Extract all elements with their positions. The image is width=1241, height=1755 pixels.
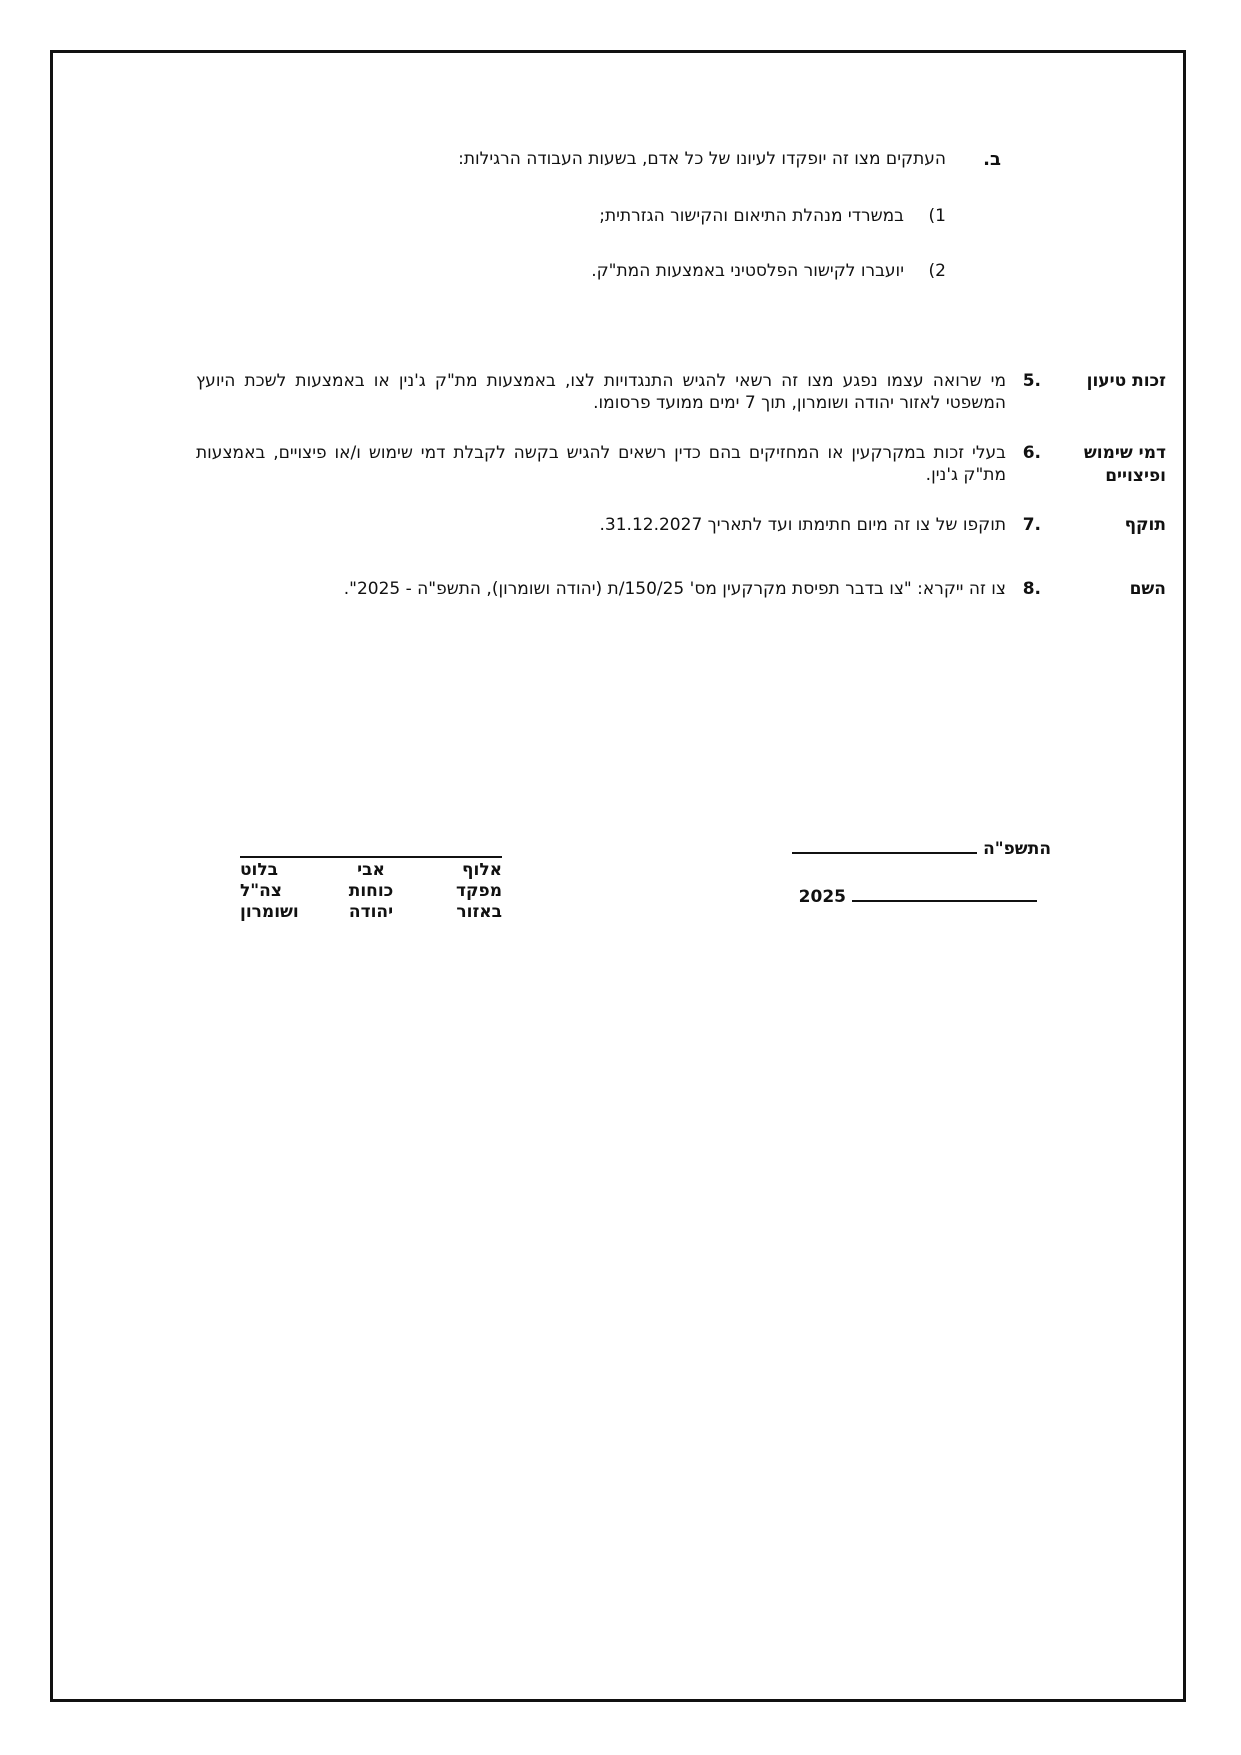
section-number: .5 (1022, 371, 1041, 391)
signer-word: אבי (357, 860, 385, 880)
list-item (591, 260, 946, 283)
section-text: מי שרואה עצמו נפגע מצו זה רשאי להגיש התנגדויות לצו, באמצעות מת"ק ג'נין או באמצעות לשכת היועץ המשפטי לאזור יהודה ושומרון, תוך 7 ימים ממועד פרסומו. (196, 371, 1006, 413)
section-text: תוקפו של צו זה מיום חתימתו ועד לתאריך 31.12.2027. (599, 515, 1006, 535)
signer-word: בלוט (240, 860, 279, 880)
signature-block (240, 856, 502, 923)
section-text: בעלי זכות במקרקעין או המחזיקים בהם כדין רשאים להגיש בקשה לקבלת דמי שימוש ו/או פיצויים, באמצעות מת"ק ג'נין. (196, 443, 1006, 485)
page-border (50, 50, 1186, 1702)
section-text: צו זה ייקרא: "צו בדבר תפיסת מקרקעין מס' 150/25/ת (יהודה ושומרון), התשפ"ה - 2025". (343, 579, 1006, 599)
section-b-label: ב. (983, 149, 1001, 170)
signer-word: יהודה (348, 902, 394, 922)
section-heading: תוקף (1124, 515, 1166, 535)
signer-word: אלוף (462, 860, 502, 880)
section-heading: השם (1129, 579, 1166, 599)
signer-column (415, 860, 502, 923)
date-blank-line (792, 838, 977, 854)
date-hebrew-line (786, 838, 1051, 859)
date-gregorian-line (799, 886, 1043, 907)
list-item-number: 2) (928, 261, 946, 281)
list-item-text: במשרדי מנהלת התיאום והקישור הגזרתית; (599, 206, 904, 226)
hebrew-year: התשפ"ה (983, 839, 1051, 859)
signer-word: מפקד (456, 881, 502, 901)
signer-word: באזור (456, 902, 502, 922)
list-item-text: יועברו לקישור הפלסטיני באמצעות המת"ק. (591, 261, 904, 281)
signer-word: ושומרון (240, 902, 299, 922)
signer-word: כוחות (348, 881, 394, 901)
date-blank-line (852, 886, 1037, 902)
signature-line (240, 856, 502, 858)
signer-column (240, 860, 327, 923)
gregorian-year: 2025 (798, 887, 846, 907)
signer-column (327, 860, 414, 923)
signer-title (240, 860, 502, 923)
section-number: .8 (1022, 579, 1041, 599)
list-item (599, 205, 946, 228)
section-heading: זכות טיעון (1086, 371, 1166, 391)
section-heading: דמי שימוש ופיצויים (1083, 443, 1166, 486)
signer-word: צה"ל (240, 881, 282, 901)
section-number: .7 (1022, 515, 1041, 535)
section-b-text: העתקים מצו זה יופקדו לעיונו של כל אדם, בשעות העבודה הרגילות: (458, 149, 946, 169)
list-item-number: 1) (928, 206, 946, 226)
section-number: .6 (1022, 443, 1041, 463)
